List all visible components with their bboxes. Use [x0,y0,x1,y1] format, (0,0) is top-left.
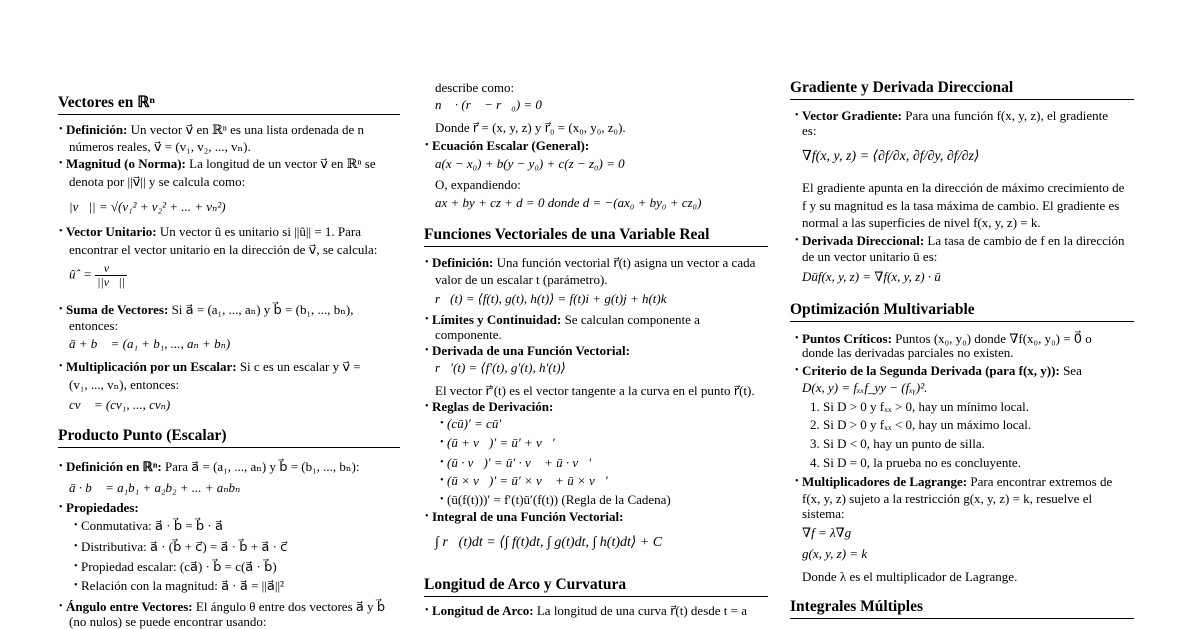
pc-line-2: donde las derivadas parciales no existen. [802,345,1014,360]
mag-formula: |v⃗|| = √(v₁² + v₂² + ... + vₙ²) [69,199,226,214]
lag-formula-2: g(x, y, z) = k [802,546,868,561]
int-formula: ∫ r⃗(t)dt = ⟨∫ f(t)dt, ∫ g(t)dt, ∫ h(t)dt⟩ + C⃗ [435,535,674,550]
section-heading-integrales: Integrales Múltiples [790,598,1134,619]
lim-line-1: • Límites y Continuidad: Se calculan componente a [432,312,700,327]
der-label: • Derivada de una Función Vectorial: [432,343,630,358]
crit-case-1: 1. Si D > 0 y fₓₓ > 0, hay un mínimo local. [810,399,1029,414]
ang-line-2: (no nulos) se puede encontrar usando: [69,614,267,629]
plane-vector-formula: n⃗ · (r⃗ − r⃗₀) = 0 [435,97,542,112]
reglas-label: • Reglas de Derivación: [432,399,553,414]
vg-line-2: es: [802,123,817,138]
pdef-formula: ā · b⃗ = a₁b₁ + a₂b₂ + ... + aₙbₙ [69,480,241,495]
dd-line-1: • Derivada Direccional: La tasa de cambio de f en la dirección [802,233,1124,248]
def-line-2: números reales, v⃗ = (v₁, v₂, ..., vₙ). [69,139,251,154]
tangent-line: El vector r⃗′(t) es el vector tangente a la curva en el punto r⃗(t). [435,383,755,398]
unit-line-2: encontrar el vector unitario en la dirección de v⃗, se calcula: [69,242,378,257]
lag-line-3: sistema: [802,506,845,521]
donde-line: Donde r⃗ = (x, y, z) y r⃗₀ = (x₀, y₀, z₀). [435,120,626,135]
describe-line: describe como: [435,80,515,95]
rule-2: • (ū + v⃗)′ = ū′ + v⃗′ [447,435,555,450]
mul-line-1: • Multiplicación por un Escalar: Si c es un escalar y v⃗ = [66,359,361,374]
section-heading-gradiente: Gradiente y Derivada Direccional [790,79,1134,100]
int-label: • Integral de una Función Vectorial: [432,509,623,524]
esc-formula: a(x − x₀) + b(y − y₀) + c(z − z₀) = 0 [435,156,625,171]
rule-5: • (ū(f(t)))′ = f′(t)ū′(f(t)) (Regla de la Cadena) [447,492,671,507]
sum-line-1: • Suma de Vectores: Si a⃗ = (a₁, ..., aₙ) y b⃗ = (b₁, ..., bₙ), [66,302,353,317]
grad-formula: ∇f(x, y, z) = ⟨∂f/∂x, ∂f/∂y, ∂f/∂z⟩ [802,149,980,164]
section-heading-longitud-arco: Longitud de Arco y Curvatura [424,576,768,597]
pdef-line: • Definición en ℝⁿ: Para a⃗ = (a₁, ..., aₙ) y b⃗ = (b₁, ..., bₙ): [66,459,359,474]
section-heading-funciones: Funciones Vectoriales de una Variable Real [424,226,768,247]
sum-line-2: entonces: [69,318,119,333]
grad-para-1: El gradiente apunta en la dirección de máximo crecimiento de [802,180,1125,195]
unit-line-1: • Vector Unitario: Un vector û es unitario si ||û|| = 1. Para [66,224,361,239]
grad-para-2: f y su magnitud es la tasa máxima de cambio. El gradiente es [802,198,1120,213]
mul-formula: cv⃗ = (cv₁, ..., cvₙ) [69,397,171,412]
dd-line-2: de un vector unitario ū es: [802,249,938,264]
mul-line-2: (v₁, ..., vₙ), entonces: [69,377,180,392]
section-heading-producto-punto: Producto Punto (Escalar) [58,427,400,448]
vg-line-1: • Vector Gradiente: Para una función f(x, y, z), el gradiente [802,108,1108,123]
lag-line-2: f(x, y, z) sujeto a la restricción g(x, y, z) = k, resuelve el [802,491,1093,506]
crit-case-4: 4. Si D = 0, la prueba no es concluyente. [810,455,1021,470]
expand-formula: ax + by + cz + d = 0 donde d = −(ax₀ + by₀ + cz₀) [435,195,702,210]
pc-line-1: • Puntos Críticos: Puntos (x₀, y₀) donde ∇f(x₀, y₀) = 0⃗ o [802,331,1092,346]
mag-line-2: denota por ||v⃗|| y se calcula como: [69,174,246,189]
lag-line-1: • Multiplicadores de Lagrange: Para encontrar extremos de [802,474,1112,489]
expand-line: O, expandiendo: [435,177,521,192]
fdef-line-2: valor de un escalar t (parámetro). [435,272,608,287]
section-heading-optimizacion: Optimización Multivariable [790,301,1134,322]
fdef-line-1: • Definición: Una función vectorial r⃗(t) asigna un vector a cada [432,255,755,270]
grad-para-3: normal a las superficies de nivel f(x, y, z) = k. [802,215,1041,230]
prop-4: • Relación con la magnitud: a⃗ · a⃗ = ||a⃗||² [81,578,284,593]
rule-4: • (ū × v⃗)′ = ū′ × v⃗ + ū × v⃗′ [447,473,608,488]
der-formula: r⃗′(t) = ⟨f′(t), g′(t), h′(t)⟩ [435,360,566,375]
prop-2: • Distributiva: a⃗ · (b⃗ + c⃗) = a⃗ · b⃗ + a⃗ · c⃗ [81,539,287,554]
lag-end: Donde λ es el multiplicador de Lagrange. [802,569,1018,584]
prop-1: • Conmutativa: a⃗ · b⃗ = b⃗ · a⃗ [81,518,223,533]
prop-3: • Propiedad escalar: (ca⃗) · b⃗ = c(a⃗ · b⃗) [81,559,277,574]
lim-line-2: componente. [435,327,502,342]
sum-formula: ā + b⃗ = (a₁ + b₁, ..., aₙ + bₙ) [69,336,231,351]
arc-line-1: • Longitud de Arco: La longitud de una curva r⃗(t) desde t = a [432,603,747,618]
crit-case-2: 2. Si D > 0 y fₓₓ < 0, hay un máximo local. [810,417,1032,432]
rule-3: • (ū · v⃗)′ = ū′ · v⃗ + ū · v⃗′ [447,455,591,470]
ang-line-1: • Ángulo entre Vectores: El ángulo θ entre dos vectores a⃗ y b⃗ [66,599,385,614]
def-line-1: • Definición: Un vector v⃗ en ℝⁿ es una lista ordenada de n [66,122,364,137]
fdef-formula: r⃗(t) = ⟨f(t), g(t), h(t)⟩ = f(t)i + g(t)j + h(t)k [435,291,667,306]
crit-case-3: 3. Si D < 0, hay un punto de silla. [810,436,985,451]
lag-formula-1: ∇f = λ∇g [802,525,852,540]
mag-line-1: • Magnitud (o Norma): La longitud de un vector v⃗ en ℝⁿ se [66,156,376,171]
crit-line-1: • Criterio de la Segunda Derivada (para f(x, y)): Sea [802,363,1082,378]
unit-formula: ûˆ = $\frac{v⃗}{||v⃗||}$ [69,261,125,289]
esc-label: • Ecuación Escalar (General): [432,138,589,153]
section-heading-vectores: Vectores en ℝⁿ [58,93,400,115]
props-label: • Propiedades: [66,500,139,515]
crit-formula: D(x, y) = fₓₓf_yy − (fₓᵧ)². [802,380,928,395]
rule-1: • (cū)′ = cū′ [447,416,501,431]
dd-formula: Dūf(x, y, z) = ∇f(x, y, z) · ū [802,269,941,284]
